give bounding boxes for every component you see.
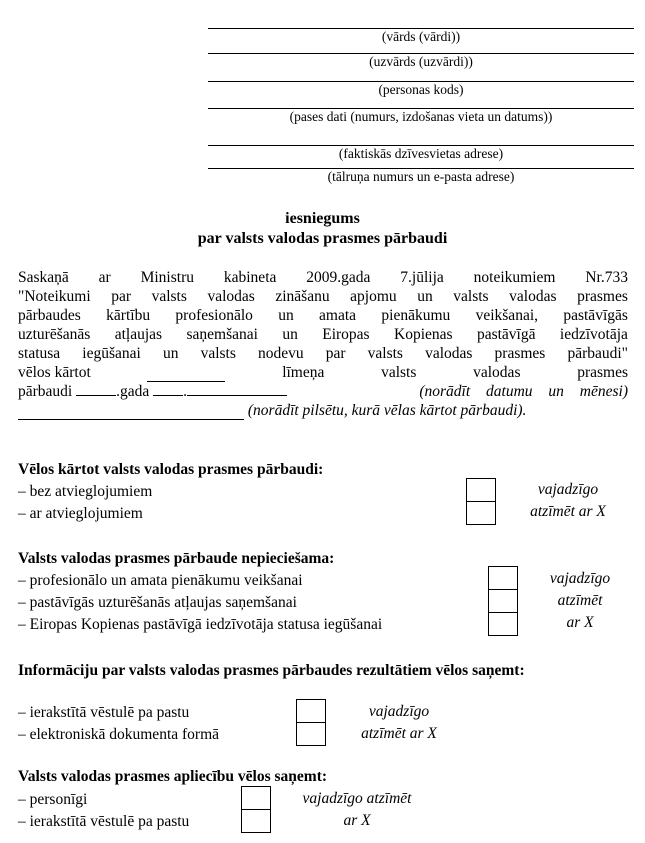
section2-note <box>532 568 628 634</box>
intro-line-6-w1: līmeņa <box>282 364 325 381</box>
intro-line-5-word: un <box>162 345 179 362</box>
intro-line-1 <box>18 268 628 287</box>
intro-line-6-w3: valodas <box>473 364 521 381</box>
intro-line-4-word: pastāvīgā <box>476 326 536 343</box>
last-name-field[interactable]: (uzvārds (uzvārdi)) <box>208 53 634 70</box>
intro-line-1-word: 2009.gada <box>306 269 371 286</box>
intro-line-2-word: valodas <box>509 288 557 305</box>
section1-heading: Vēlos kārtot valsts valodas prasmes pārbaudi: <box>18 461 324 478</box>
document-subtitle: par valsts valodas prasmes pārbaudi <box>197 230 448 247</box>
intro-line-2-word: "Noteikumi <box>18 288 91 305</box>
city-note: (norādīt pilsētu, kurā vēlas kārtot pārbaudi). <box>247 402 527 419</box>
city-blank[interactable] <box>18 401 244 420</box>
intro-line-1-word: Nr.733 <box>585 269 628 286</box>
intro-line-3-word: un <box>278 307 294 324</box>
intro-line-5-word: par <box>325 345 346 362</box>
intro-line-3-word: pastāvīgās <box>563 307 628 324</box>
intro-line-3-word: pārbaudes <box>18 307 81 324</box>
intro-line-2 <box>18 287 628 306</box>
intro-line-7-c: . <box>183 383 187 400</box>
intro-line-6-start: vēlos kārtot <box>18 364 91 381</box>
intro-line-2-word: par <box>111 288 131 305</box>
intro-line-2-word: un <box>417 288 433 305</box>
section1-note-2: atzīmēt ar X <box>530 503 606 520</box>
intro-line-4 <box>18 325 628 344</box>
section2-option-1: – profesionālo un amata pienākumu veikšanai <box>18 572 303 589</box>
day-blank[interactable] <box>153 395 183 396</box>
intro-line-4-word: Eiropas <box>322 326 370 343</box>
intro-line-4-word: Kopienas <box>394 326 453 343</box>
personal-code-field[interactable]: (personas kods) <box>208 81 634 98</box>
section4-option-2: – ierakstītā vēstulē pa pastu <box>18 813 190 830</box>
passport-data-field[interactable]: (pases dati (numurs, izdošanas vieta un datums)) <box>208 108 634 125</box>
address-field[interactable]: (faktiskās dzīvesvietas adrese) <box>208 145 634 162</box>
section3-note-2: atzīmēt ar X <box>361 725 437 742</box>
section4-heading: Valsts valodas prasmes apliecību vēlos saņemt: <box>18 768 328 785</box>
intro-line-3-word: profesionālo <box>175 307 253 324</box>
intro-line-5-word: nodevu <box>257 345 304 362</box>
intro-line-5-word: valsts <box>200 345 236 362</box>
date-note: (norādīt datumu un mēnesi) <box>419 383 628 400</box>
section4-note <box>282 788 432 832</box>
intro-line-8 <box>18 401 628 420</box>
intro-line-3-word: veikšanai, <box>475 307 539 324</box>
section4-checkbox-2[interactable] <box>241 809 271 833</box>
section3-checkbox-2[interactable] <box>296 722 326 746</box>
intro-line-7 <box>18 382 628 401</box>
section1-note-1: vajadzīgo <box>537 481 599 498</box>
intro-line-6 <box>18 363 628 382</box>
section3-note <box>340 701 458 745</box>
intro-line-7-a: pārbaudi <box>18 383 73 400</box>
intro-line-3-word: amata <box>319 307 357 324</box>
section2-note-1: vajadzīgo <box>549 570 611 587</box>
section1-option-1: – bez atvieglojumiem <box>18 483 153 500</box>
section2-note-3: ar X <box>566 614 594 631</box>
section2-option-2: – pastāvīgās uzturēšanās atļaujas saņemšanai <box>18 594 297 611</box>
section2-checkbox-3[interactable] <box>488 612 518 636</box>
section1-option-2: – ar atvieglojumiem <box>18 505 143 522</box>
intro-line-4-word: uzturēšanās <box>18 326 91 343</box>
section1-checkbox-1[interactable] <box>466 478 496 502</box>
intro-line-4-word: iedzīvotāja <box>559 326 628 343</box>
section2-heading: Valsts valodas prasmes pārbaude nepieciešama: <box>18 550 335 567</box>
section1-checkbox-2[interactable] <box>466 501 496 525</box>
section4-note-1: vajadzīgo atzīmēt <box>302 790 412 807</box>
intro-line-2-word: apjomu <box>350 288 397 305</box>
intro-line-5-word: valodas <box>425 345 473 362</box>
intro-line-5-word: pārbaudi" <box>567 345 628 362</box>
intro-line-1-word: ar <box>98 269 111 286</box>
section3-note-1: vajadzīgo <box>368 703 430 720</box>
level-blank[interactable] <box>147 363 225 382</box>
intro-line-5 <box>18 344 628 363</box>
intro-line-4-word: un <box>282 326 298 343</box>
intro-paragraph <box>18 268 628 420</box>
intro-line-6-w2: valsts <box>381 364 417 381</box>
intro-line-5-word: iegūšanai <box>82 345 141 362</box>
section3-option-2: – elektroniskā dokumenta formā <box>18 726 220 743</box>
intro-line-1-word: noteikumiem <box>473 269 556 286</box>
month-blank[interactable] <box>187 395 287 396</box>
phone-email-field[interactable]: (tālruņa numurs un e-pasta adrese) <box>208 168 634 185</box>
intro-line-2-word: valsts <box>151 288 187 305</box>
section4-option-1: – personīgi <box>18 791 88 808</box>
section2-checkbox-2[interactable] <box>488 589 518 613</box>
section2-option-3: – Eiropas Kopienas pastāvīgā iedzīvotāja statusa iegūšanai <box>18 616 383 633</box>
intro-line-5-word: prasmes <box>494 345 546 362</box>
section3-heading: Informāciju par valsts valodas prasmes pārbaudes rezultātiem vēlos saņemt: <box>18 662 525 679</box>
intro-line-5-word: valsts <box>367 345 403 362</box>
section3-option-1: – ierakstītā vēstulē pa pastu <box>18 704 190 721</box>
intro-line-4-word: saņemšanai <box>186 326 258 343</box>
intro-line-2-word: valsts <box>453 288 489 305</box>
first-name-field[interactable]: (vārds (vārdi)) <box>208 28 634 45</box>
intro-line-1-word: kabineta <box>223 269 277 286</box>
section4-note-2: ar X <box>343 812 371 829</box>
intro-line-2-word: prasmes <box>577 288 628 305</box>
intro-line-3-word: pienākumu <box>381 307 451 324</box>
intro-line-2-word: zināšanu <box>275 288 330 305</box>
section2-note-2: atzīmēt <box>557 592 603 609</box>
year-blank[interactable] <box>76 395 116 396</box>
section3-checkbox-1[interactable] <box>296 699 326 723</box>
intro-line-1-word: Ministru <box>140 269 194 286</box>
section1-note <box>508 479 628 523</box>
intro-line-3 <box>18 306 628 325</box>
section4-checkbox-1[interactable] <box>241 786 271 810</box>
intro-line-7-b: .gada <box>116 383 150 400</box>
intro-line-1-word: Saskaņā <box>18 269 69 286</box>
intro-line-2-word: valodas <box>207 288 255 305</box>
intro-line-1-word: 7.jūlija <box>400 269 444 286</box>
intro-line-3-word: kārtību <box>106 307 151 324</box>
intro-line-4-word: atļaujas <box>114 326 163 343</box>
intro-line-5-word: statusa <box>18 345 61 362</box>
document-title: iesniegums <box>285 210 360 227</box>
section2-checkbox-1[interactable] <box>488 566 518 590</box>
intro-line-6-w4: prasmes <box>577 364 628 381</box>
